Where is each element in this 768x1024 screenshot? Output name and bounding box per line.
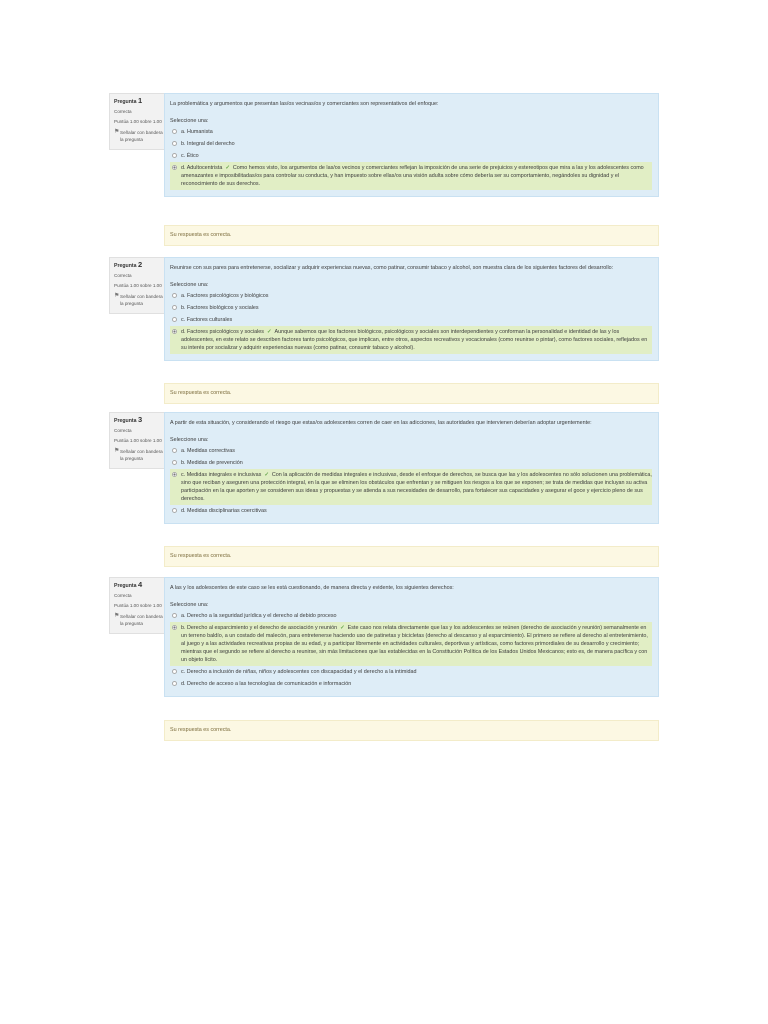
answer-option-b[interactable]: b. Factores biológicos y sociales xyxy=(170,302,652,314)
select-one-label: Seleccione una: xyxy=(170,437,209,443)
question-info-panel xyxy=(109,412,169,469)
question-number: Pregunta 3 xyxy=(114,415,143,424)
radio-button-selected[interactable] xyxy=(172,329,177,334)
select-one-label: Seleccione una: xyxy=(170,602,209,608)
question-info-panel xyxy=(109,577,169,634)
radio-button[interactable] xyxy=(172,448,177,453)
question-grade: Puntúa 1.00 sobre 1.00 xyxy=(114,603,162,608)
feedback-box: Su respuesta es correcta. xyxy=(164,225,659,246)
answer-option-d[interactable]: d. Factores psicológicos y sociales ✓ Aunque sabemos que los factores biológicos, psicológicos y sociales son interdependientes y conforman la personalidad e identidad de las y los adolescentes, en este relato se describen factores tanto psicológicos, que implican, entre otros, aspectos recreativos y vocacionales (como reunirse o pintar), como factores sociales, reflejados en su interés por socializar y adquirir experiencias nuevas (como patinar, consumir tabaco y alcohol). xyxy=(170,326,652,354)
answer-option-a[interactable]: a. Derecho a la seguridad jurídica y el derecho al debido proceso xyxy=(170,610,652,622)
checkmark-icon: ✓ xyxy=(264,472,269,478)
question-grade: Puntúa 1.00 sobre 1.00 xyxy=(114,438,162,443)
radio-button[interactable] xyxy=(172,460,177,465)
radio-button[interactable] xyxy=(172,613,177,618)
checkmark-icon: ✓ xyxy=(225,165,230,171)
checkmark-icon: ✓ xyxy=(340,625,345,631)
answer-option-c[interactable]: c. Derecho a inclusión de niñas, niños y adolescentes con discapacidad y el derecho a la intimidad xyxy=(170,666,652,678)
radio-button[interactable] xyxy=(172,141,177,146)
flag-icon: ⚑ xyxy=(114,448,120,454)
select-one-label: Seleccione una: xyxy=(170,118,209,124)
answer-option-a[interactable]: a. Medidas correctivas xyxy=(170,445,652,457)
answer-option-c[interactable]: c. Ético xyxy=(170,150,652,162)
radio-button-selected[interactable] xyxy=(172,165,177,170)
radio-button-selected[interactable] xyxy=(172,472,177,477)
question-content xyxy=(164,93,659,197)
question-state: Correcta xyxy=(114,428,132,433)
question-text: A las y los adolescentes de este caso se les está cuestionando, de manera directa y evidente, los siguientes derechos: xyxy=(170,585,454,591)
radio-button[interactable] xyxy=(172,305,177,310)
feedback-box: Su respuesta es correcta. xyxy=(164,720,659,741)
answer-option-b[interactable]: b. Derecho al esparcimiento y el derecho de asociación y reunión ✓ Este caso nos relata directamente que las y los adolescentes se reúnen (derecho de asociación y reunión) semanalmente en un terreno baldío, a un costado del malecón, para entretenerse haciendo uso de patinetas y bicicletas (derecho al descanso y al esparcimiento). El primero se refiere al derecho al entretenimiento, al juego y a las actividades recreativas propias de su edad, y a participar libremente en actividades culturales, deportivas y artísticas, como factores primordiales de su desarrollo y crecimiento; mientras que el segundo se refiere al derecho a reunirse, sin más limitaciones que las establecidas en la Constitución Política de los Estados Unidos Mexicanos; esto es, de manera pacífica y con un objeto lícito. xyxy=(170,622,652,666)
answer-option-c[interactable]: c. Medidas integrales e inclusivas ✓ Con la aplicación de medidas integrales e inclusivas, desde el enfoque de derechos, se busca que las y los adolescentes no sólo solucionen una problemática, sino que reciban y aseguren una protección integral, en la que se eliminen los obstáculos que enfrentan y se mitiguen los riesgos a los que se exponen; se trata de medidas que incluyan su activa participación en la que aporten y se consideren sus ideas y propuestas y se atienda a sus necesidades de desarrollo, para fortalecer sus capacidades y asegurar el goce y ejercicio pleno de sus derechos. xyxy=(170,469,652,505)
feedback-box: Su respuesta es correcta. xyxy=(164,546,659,567)
answer-explanation: Este caso nos relata directamente que las y los adolescentes se reúnen (derecho de asociación y reunión) semanalmente en un terreno baldío, a un costado del malecón, para entretenerse haciendo uso de patinetas y bicicletas (derecho al descanso y al esparcimiento). El primero se refiere al derecho al entretenimiento, al juego y a las actividades recreativas propias de su edad, y a participar libremente en actividades culturales, deportivas y artísticas, como factores primordiales de su desarrollo y crecimiento; mientras que el segundo se refiere al derecho a reunirse, sin más limitaciones que las establecidas en la Constitución Política de los Estados Unidos Mexicanos; esto es, de manera pacífica y con un objeto lícito. xyxy=(181,625,648,663)
select-one-label: Seleccione una: xyxy=(170,282,209,288)
feedback-box: Su respuesta es correcta. xyxy=(164,383,659,404)
answer-option-a[interactable]: a. Humanista xyxy=(170,126,652,138)
answer-explanation: Como hemos visto, los argumentos de las/os vecinos y comerciantes reflejan la imposición de una serie de prejuicios y estereotipos que mira a las y los adolescentes como amenazantes e imposibilitadas/os para controlar su conducta, y han impuesto sobre ellas/os una visión adulta sobre cómo debería ser su comportamiento, negándoles su dignidad y el reconocimiento de sus derechos. xyxy=(181,165,644,187)
answer-option-b[interactable]: b. Medidas de prevención xyxy=(170,457,652,469)
flag-icon: ⚑ xyxy=(114,293,120,299)
flag-icon: ⚑ xyxy=(114,129,120,135)
question-content xyxy=(164,412,659,524)
answer-explanation: Aunque sabemos que los factores biológicos, psicológicos y sociales son interdependientes y conforman la personalidad e identidad de las y los adolescentes, en este relato se describen factores tanto psicológicos, que implican, entre otros, aspectos recreativos y vocacionales (como reunirse o pintar), como factores sociales, reflejados en su interés por socializar y adquirir experiencias nuevas (como patinar, consumir tabaco y alcohol). xyxy=(181,329,648,351)
radio-button[interactable] xyxy=(172,293,177,298)
flag-question-link[interactable]: ⚑ Señalar con bandera la pregunta xyxy=(114,293,163,306)
question-state: Correcta xyxy=(114,273,132,278)
flag-question-link[interactable]: ⚑ Señalar con bandera la pregunta xyxy=(114,613,163,626)
question-state: Correcta xyxy=(114,109,132,114)
answer-explanation: Con la aplicación de medidas integrales e inclusivas, desde el enfoque de derechos, se busca que las y los adolescentes no sólo solucionen una problemática, sino que reciban y aseguren una protección integral, en la que se eliminen los obstáculos que enfrentan y se mitiguen los riesgos a los que se exponen; se trata de medidas que incluyan su activa participación en la que aporten y se consideren sus ideas y propuestas y se atienda a sus necesidades de desarrollo, para fortalecer sus capacidades y asegurar el goce y ejercicio pleno de sus derechos. xyxy=(181,472,652,502)
question-content xyxy=(164,577,659,697)
radio-button-selected[interactable] xyxy=(172,625,177,630)
flag-question-link[interactable]: ⚑ Señalar con bandera la pregunta xyxy=(114,129,163,142)
radio-button[interactable] xyxy=(172,669,177,674)
question-info-panel xyxy=(109,257,169,314)
flag-question-link[interactable]: ⚑ Señalar con bandera la pregunta xyxy=(114,448,163,461)
radio-button[interactable] xyxy=(172,153,177,158)
question-grade: Puntúa 1.00 sobre 1.00 xyxy=(114,283,162,288)
answer-option-d[interactable]: d. Medidas disciplinarias coercitivas xyxy=(170,505,652,517)
question-info-panel xyxy=(109,93,169,150)
question-number: Pregunta 1 xyxy=(114,96,143,105)
answer-option-c[interactable]: c. Factores culturales xyxy=(170,314,652,326)
question-number: Pregunta 2 xyxy=(114,260,143,269)
question-text: A partir de esta situación, y considerando el riesgo que estas/os adolescentes corren de caer en las adicciones, las autoridades que intervienen deberían adoptar urgentemente: xyxy=(170,420,592,426)
flag-icon: ⚑ xyxy=(114,613,120,619)
radio-button[interactable] xyxy=(172,317,177,322)
radio-button[interactable] xyxy=(172,129,177,134)
checkmark-icon: ✓ xyxy=(267,329,272,335)
question-text: La problemática y argumentos que presentan las/os vecinas/os y comerciantes son representativos del enfoque: xyxy=(170,101,439,107)
question-number: Pregunta 4 xyxy=(114,580,143,589)
answer-option-a[interactable]: a. Factores psicológicos y biológicos xyxy=(170,290,652,302)
question-text: Reunirse con sus pares para entretenerse, socializar y adquirir experiencias nuevas, como patinar, consumir tabaco y alcohol, son muestra clara de los siguientes factores del desarrollo: xyxy=(170,265,614,271)
answer-option-d[interactable]: d. Adultocentrista ✓ Como hemos visto, los argumentos de las/os vecinos y comerciantes reflejan la imposición de una serie de prejuicios y estereotipos que mira a las y los adolescentes como amenazantes e imposibilitadas/os para controlar su conducta, y han impuesto sobre ellas/os una visión adulta sobre cómo debería ser su comportamiento, negándoles su dignidad y el reconocimiento de sus derechos. xyxy=(170,162,652,190)
question-state: Correcta xyxy=(114,593,132,598)
radio-button[interactable] xyxy=(172,508,177,513)
answer-option-d[interactable]: d. Derecho de acceso a las tecnologías de comunicación e información xyxy=(170,678,652,690)
question-grade: Puntúa 1.00 sobre 1.00 xyxy=(114,119,162,124)
answer-option-b[interactable]: b. Integral del derecho xyxy=(170,138,652,150)
radio-button[interactable] xyxy=(172,681,177,686)
question-content xyxy=(164,257,659,361)
